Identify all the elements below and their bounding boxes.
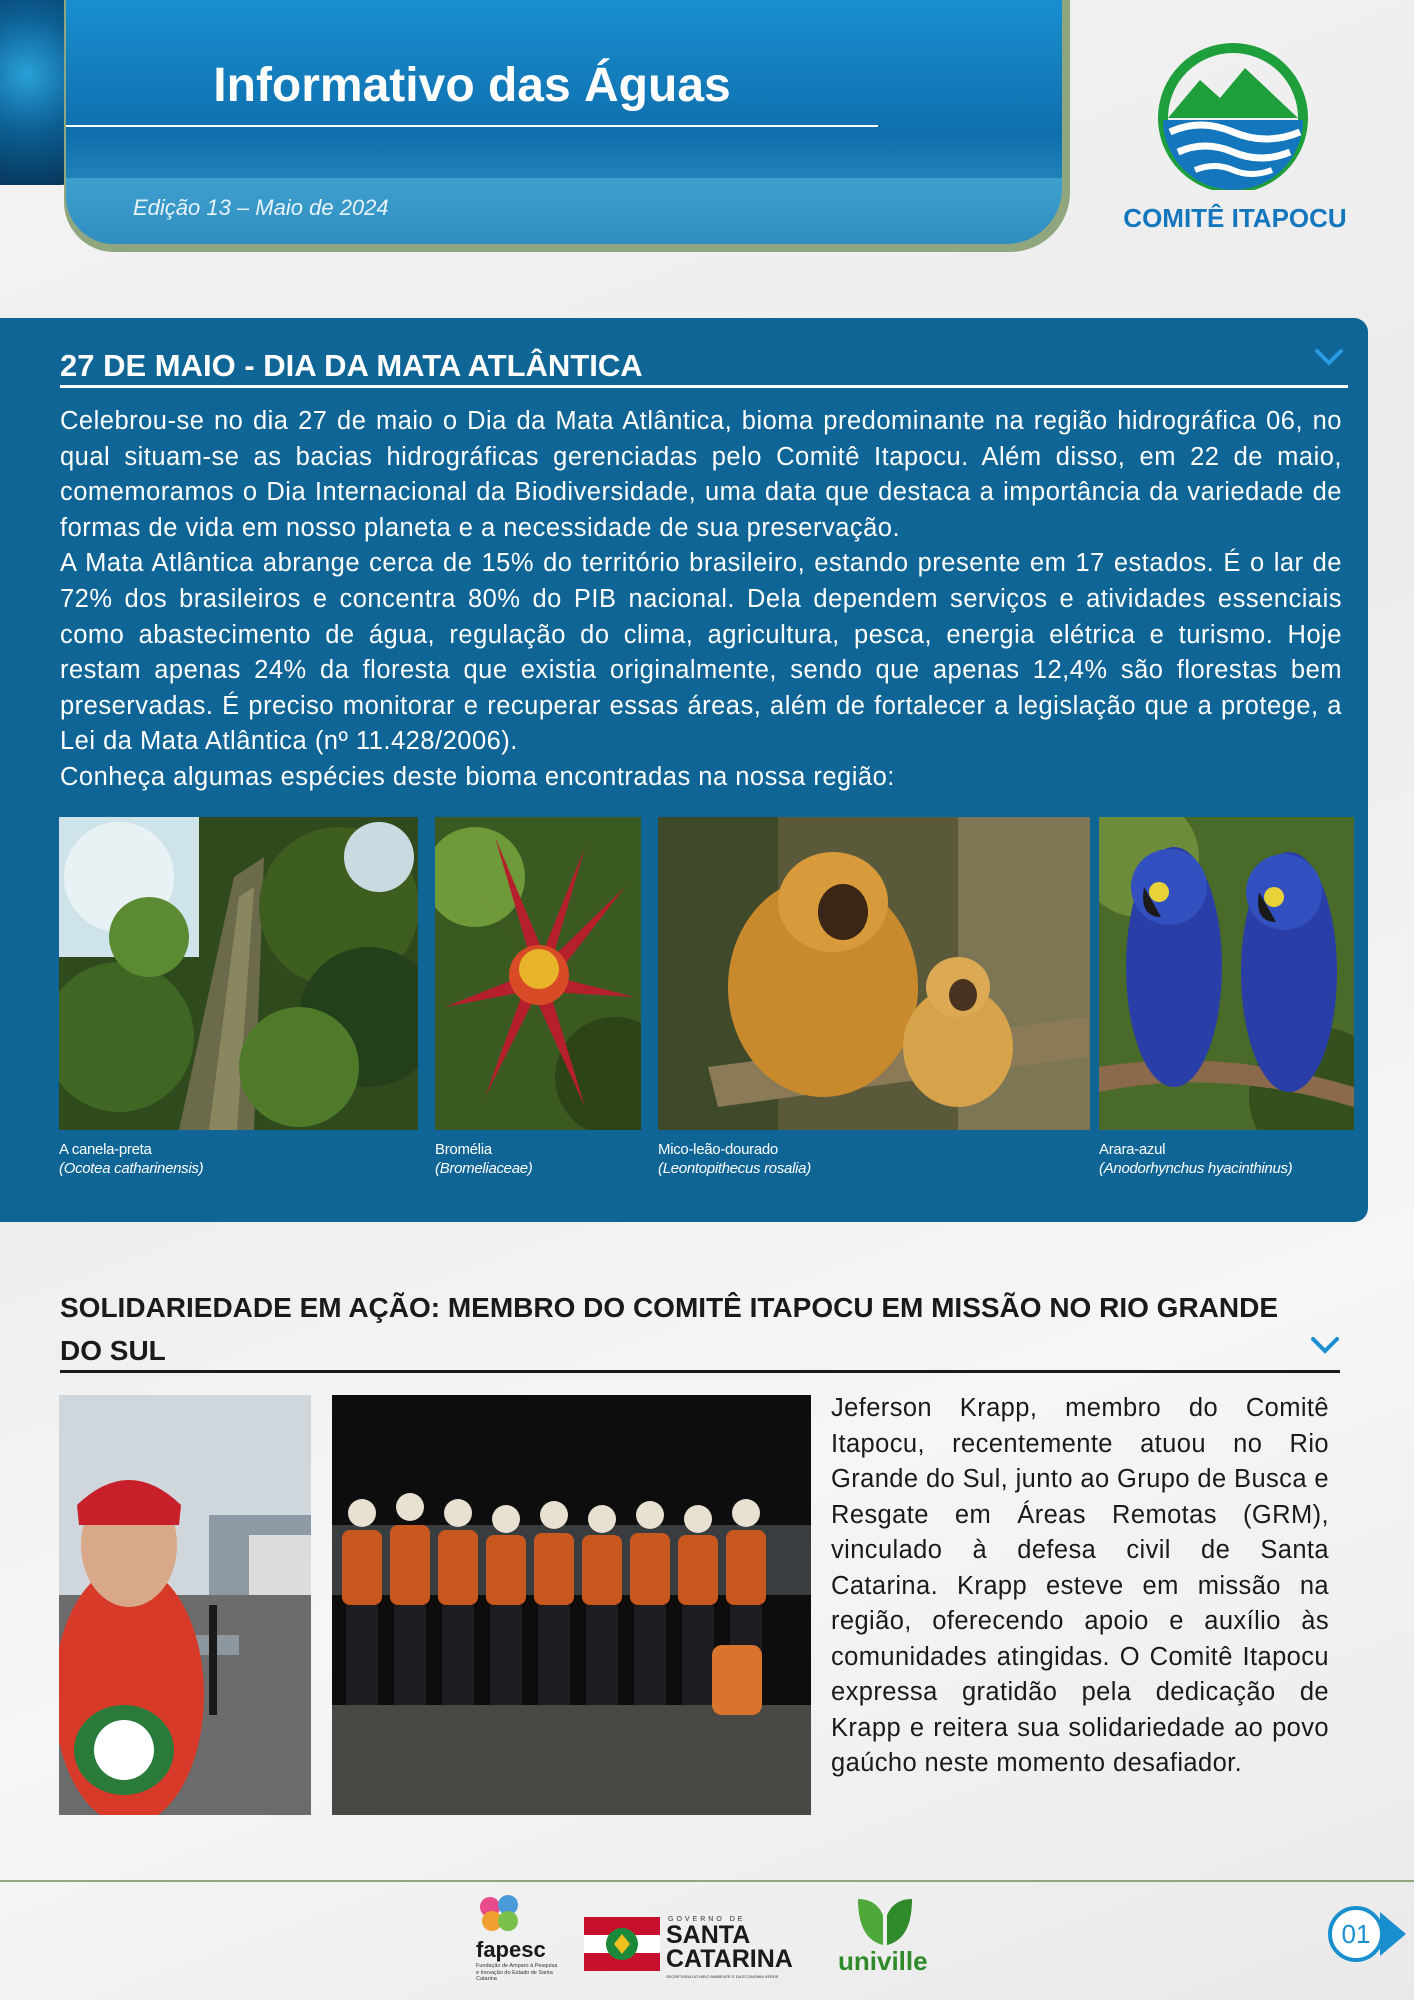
page-number: 01	[1328, 1906, 1384, 1962]
newsletter-title: Informativo das Águas	[213, 59, 731, 112]
section1-title: 27 DE MAIO - DIA DA MATA ATLÂNTICA	[60, 348, 643, 383]
species-caption	[658, 1140, 811, 1178]
section1-title-underline	[60, 385, 1348, 388]
species-scientific-name: (Anodorhynchus hyacinthinus)	[1099, 1160, 1293, 1177]
rescue-team-group-photo	[332, 1395, 811, 1815]
sc-overline: GOVERNO DE	[668, 1916, 746, 1923]
species-scientific-name: (Leontopithecus rosalia)	[658, 1160, 811, 1177]
species-name: Mico-leão-dourado	[658, 1141, 778, 1158]
species-caption	[59, 1140, 203, 1178]
section1-body	[60, 404, 1342, 796]
chevron-down-icon	[1314, 348, 1344, 368]
species-name: Arara-azul	[1099, 1141, 1166, 1158]
santa-catarina-flag-icon	[584, 1917, 660, 1971]
species-name: A canela-preta	[59, 1141, 152, 1158]
bromelia-photo	[435, 817, 641, 1130]
section1-paragraph: Celebrou-se no dia 27 de maio o Dia da Mata Atlântica, bioma predominante na região hidrográfica 06, no qual situam-se as bacias hidrográficas gerenciadas pelo Comitê Itapocu. Além disso, em 22 de maio, comemoramos o Dia Internacional da Biodiversidade, uma data que destaca a importância da variedade de formas de vida em nosso planeta e a necessidade de sua preservação.	[60, 407, 1342, 542]
rescuer-selfie-photo	[59, 1395, 311, 1815]
species-name: Bromélia	[435, 1141, 492, 1158]
sc-wordmark: SANTA CATARINA	[666, 1921, 793, 1973]
univille-wordmark: univille	[838, 1946, 928, 1976]
fapesc-subtitle: Fundação de Amparo à Pesquisa e Inovação do Estado de Santa Catarina	[476, 1963, 558, 1982]
footer-divider	[0, 1880, 1414, 1882]
fapesc-wordmark: fapesc	[476, 1937, 546, 1962]
logo-wordmark: COMITÊ ITAPOCU	[1123, 203, 1347, 233]
section1-paragraph: A Mata Atlântica abrange cerca de 15% do território brasileiro, estando presente em 17 estados. É o lar de 72% dos brasileiros e concentra 80% do PIB nacional. Dela dependem serviços e atividades essenciais como abastecimento de água, regulação do clima, agricultura, pesca, energia elétrica e turismo. Hoje restam apenas 24% da floresta que existia originalmente, sendo que apenas 12,4% são florestas bem preservadas. É preciso monitorar e recuperar essas áreas, além de fortalecer a legislação que a protege, a Lei da Mata Atlântica (nº 11.428/2006).	[60, 549, 1342, 756]
species-scientific-name: (Ocotea catharinensis)	[59, 1160, 204, 1177]
mico-leao-dourado-photo	[658, 817, 1090, 1130]
fapesc-brain-icon	[476, 1893, 524, 1935]
arara-azul-photo	[1099, 817, 1354, 1130]
species-caption	[1099, 1140, 1292, 1178]
species-scientific-name: (Bromeliaceae)	[435, 1160, 533, 1177]
section2-title: SOLIDARIEDADE EM AÇÃO: MEMBRO DO COMITÊ ITAPOCU EM MISSÃO NO RIO GRANDE DO SUL	[60, 1292, 1279, 1366]
comite-itapocu-logo-icon	[1150, 40, 1316, 190]
canela-preta-tree-photo	[59, 817, 418, 1130]
sc-subtitle: SECRETARIA DO MEIO AMBIENTE E DA ECONOMIA VERDE	[666, 1974, 779, 1979]
section1-paragraph: Conheça algumas espécies deste bioma encontradas na nossa região:	[60, 762, 895, 791]
section2-body: Jeferson Krapp, membro do Comitê Itapocu, recentemente atuou no Rio Grande do Sul, junto ao Grupo de Busca e Resgate em Áreas Remotas (GRM), vinculado à defesa civil de Santa Catarina. Krapp esteve em missão na região, oferecendo apoio e auxílio às comunidades atingidas. O Comitê Itapocu expressa gratidão pela dedicação de Krapp e reitera sua solidariedade ao povo gaúcho neste momento desafiador.	[831, 1394, 1329, 1777]
section2-title-underline	[60, 1370, 1340, 1373]
chevron-down-icon	[1310, 1336, 1340, 1356]
edition-label: Edição 13 – Maio de 2024	[133, 195, 389, 220]
univille-leaf-icon	[854, 1895, 916, 1949]
header-title-underline	[66, 125, 878, 127]
species-caption	[435, 1140, 533, 1178]
